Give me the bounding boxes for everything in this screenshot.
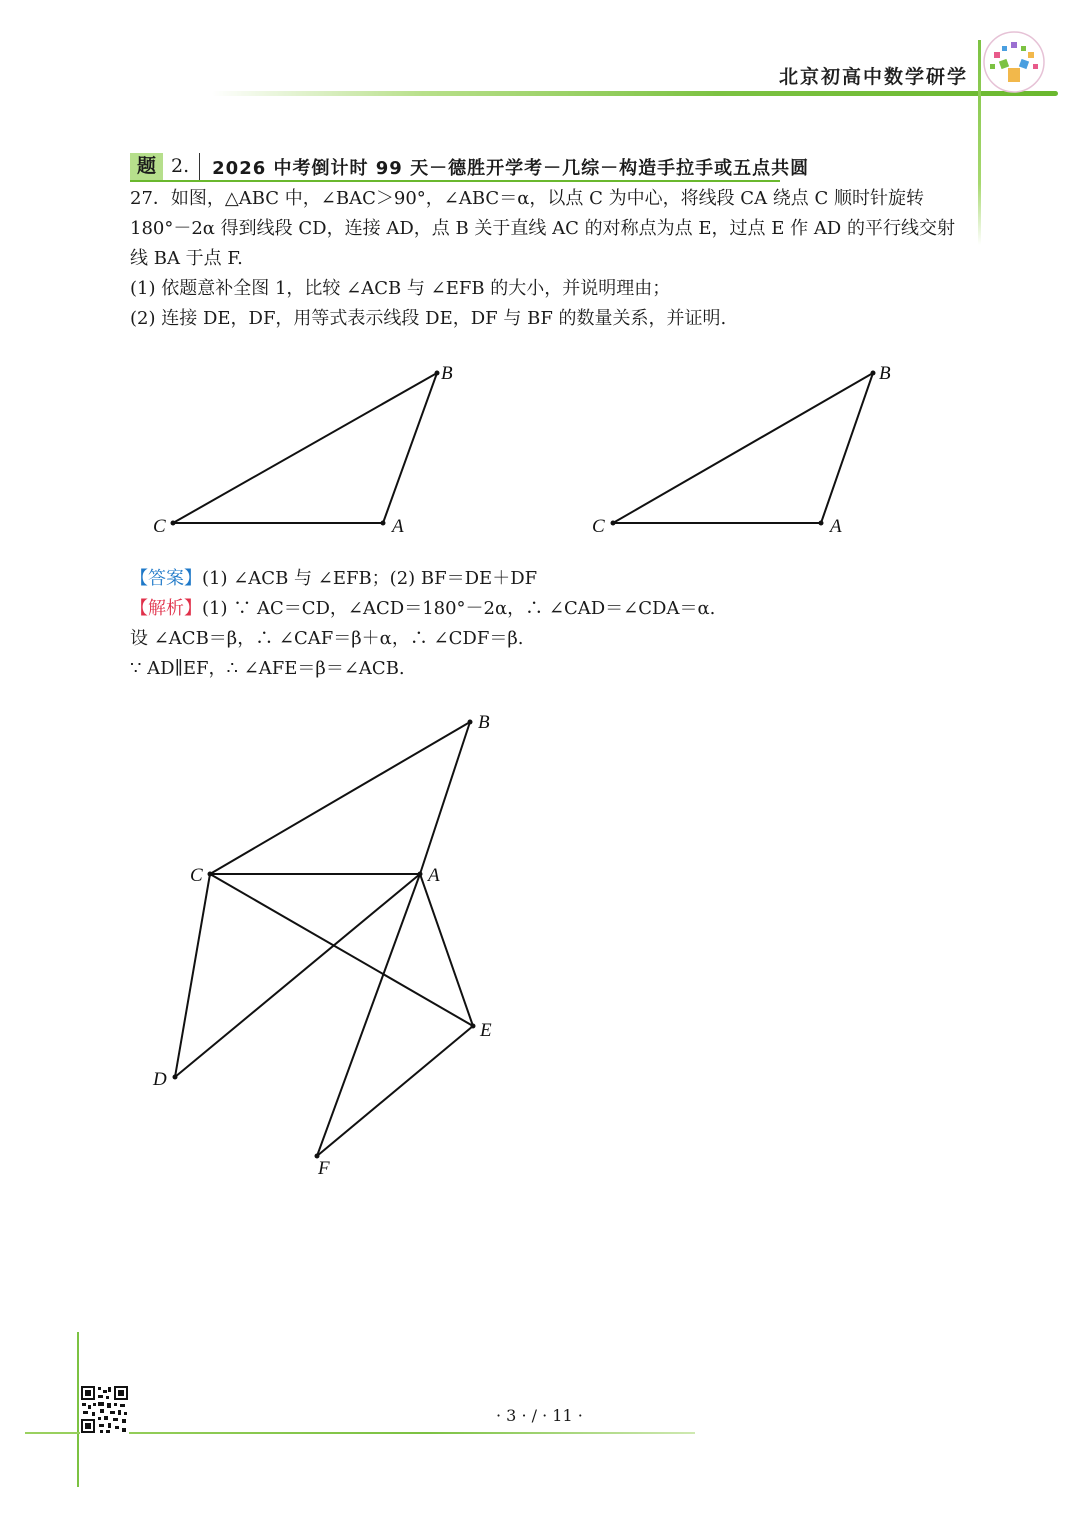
point-e xyxy=(471,1024,476,1029)
segment-ba xyxy=(420,722,470,874)
point-d xyxy=(173,1075,178,1080)
label-e: E xyxy=(480,1020,492,1041)
solution-tag: 【解析】 xyxy=(130,598,202,619)
point-c xyxy=(208,872,213,877)
segment-cd xyxy=(175,874,210,1077)
label-b: B xyxy=(879,363,891,384)
figure-2 xyxy=(580,350,910,550)
point-c xyxy=(171,521,176,526)
label-c: C xyxy=(190,865,203,886)
solution-line-3: ∵ AD∥EF，∴ ∠AFE＝β＝∠ACB. xyxy=(130,658,405,679)
label-a: A xyxy=(428,865,440,886)
header-divider xyxy=(212,91,1058,96)
footer-vertical-rule xyxy=(77,1332,79,1487)
answer-tag: 【答案】 xyxy=(130,568,202,589)
solution-text-1: (1) ∵ AC＝CD，∠ACD＝180°－2α，∴ ∠CAD＝∠CDA＝α. xyxy=(202,598,716,619)
figure-3 xyxy=(140,700,520,1190)
point-a xyxy=(381,521,386,526)
segment-cb xyxy=(613,373,873,523)
segment-ae xyxy=(420,874,473,1026)
point-b xyxy=(468,720,473,725)
label-d: D xyxy=(153,1069,167,1090)
header-vertical-rule xyxy=(978,40,981,245)
question-banner xyxy=(130,153,809,180)
label-b: B xyxy=(441,363,453,384)
segment-ba xyxy=(383,373,437,523)
solution-line-2: 设 ∠ACB＝β，∴ ∠CAF＝β＋α，∴ ∠CDF＝β. xyxy=(130,628,524,649)
point-a xyxy=(418,872,423,877)
point-b xyxy=(435,371,440,376)
label-c: C xyxy=(153,516,166,537)
qr-code-icon[interactable] xyxy=(80,1385,129,1434)
figure-1 xyxy=(140,350,460,550)
question-title: 2026 中考倒计时 99 天－德胜开学考－几综－构造手拉手或五点共圆 xyxy=(212,157,810,179)
label-c: C xyxy=(592,516,605,537)
answer-text: (1) ∠ACB 与 ∠EFB；(2) BF＝DE＋DF xyxy=(202,568,538,589)
segment-cb xyxy=(173,373,437,523)
segment-cb xyxy=(210,722,470,874)
problem-part-2: (2) 连接 DE，DF，用等式表示线段 DE，DF 与 BF 的数量关系，并证明. xyxy=(130,308,727,329)
point-c xyxy=(611,521,616,526)
answer-line xyxy=(130,564,956,594)
problem-line-1: 27．如图，△ABC 中，∠BAC＞90°，∠ABC＝α，以点 C 为中心，将线段 CA 绕点 C 顺时针旋转 xyxy=(130,188,925,209)
problem-line-2: 180°－2α 得到线段 CD，连接 AD，点 B 关于直线 AC 的对称点为点 E，过点 E 作 AD 的平行线交射 xyxy=(130,218,955,239)
header-title: 北京初高中数学研学 xyxy=(778,66,968,88)
page-number: · 3 · / · 11 · xyxy=(496,1406,583,1425)
label-a: A xyxy=(830,516,842,537)
segment-ce xyxy=(210,874,473,1026)
label-a: A xyxy=(392,516,404,537)
question-tag: 题 xyxy=(130,153,163,180)
segment-ba xyxy=(821,373,873,523)
banner-underline xyxy=(130,180,780,182)
question-number: 2. xyxy=(163,153,200,180)
problem-line-3: 线 BA 于点 F. xyxy=(130,248,243,269)
point-a xyxy=(819,521,824,526)
label-f: F xyxy=(318,1158,330,1179)
solution-line-1 xyxy=(130,594,956,624)
problem-part-1: (1) 依题意补全图 1，比较 ∠ACB 与 ∠EFB 的大小，并说明理由； xyxy=(130,278,671,299)
tree-logo-icon xyxy=(982,30,1046,94)
label-b: B xyxy=(478,712,490,733)
point-b xyxy=(871,371,876,376)
